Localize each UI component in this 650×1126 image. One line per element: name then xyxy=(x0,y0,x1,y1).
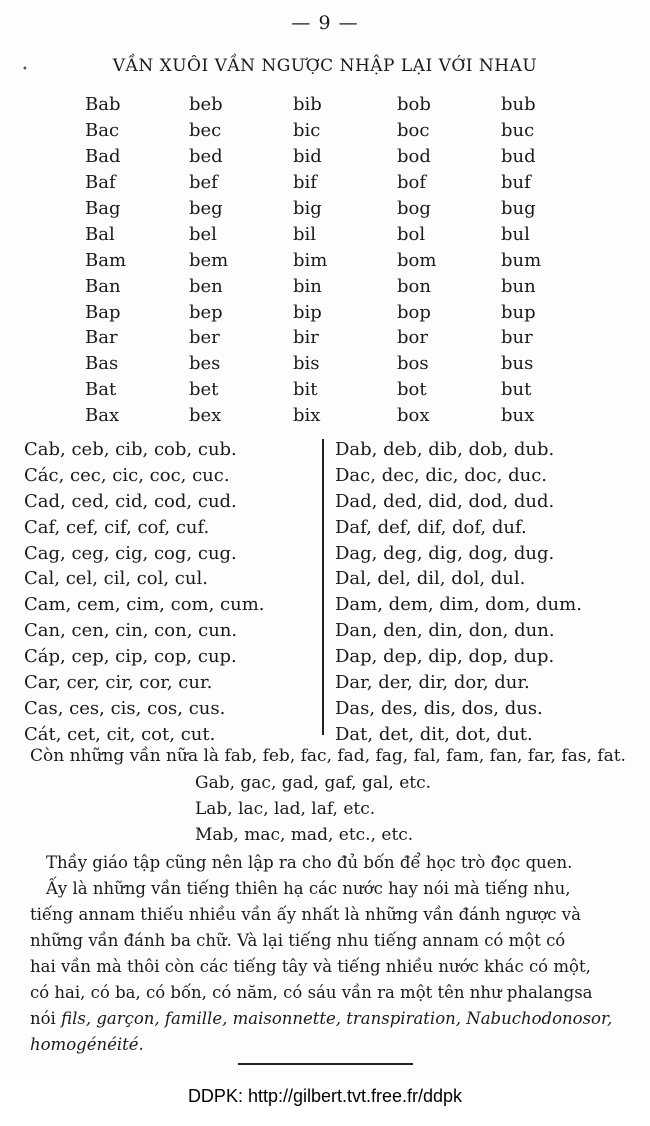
grid-row xyxy=(85,325,605,351)
grid-cell: bip xyxy=(293,301,322,323)
grid-cell: bes xyxy=(189,353,221,375)
grid-row xyxy=(85,170,605,196)
grid-cell: bop xyxy=(397,301,431,323)
grid-cell: buf xyxy=(501,172,531,194)
syllable-line: Các, cec, cic, coc, cuc. xyxy=(24,464,230,486)
grid-cell: Bar xyxy=(85,327,118,349)
grid-cell: buc xyxy=(501,120,535,142)
syllable-line: Cad, ced, cid, cod, cud. xyxy=(24,490,237,512)
grid-row xyxy=(85,196,605,222)
grid-cell: Bac xyxy=(85,120,120,142)
page-number: — 9 — xyxy=(291,12,359,34)
grid-row xyxy=(85,377,605,403)
paragraph-line: nói fils, garçon, famille, maisonnette, transpiration, Nabuchodonosor, xyxy=(30,1009,613,1028)
grid-cell: ber xyxy=(189,327,220,349)
grid-cell: but xyxy=(501,379,532,401)
syllable-line: Cas, ces, cis, cos, cus. xyxy=(24,697,226,719)
syllable-line: Caf, cef, cif, cof, cuf. xyxy=(24,516,210,538)
grid-cell: bux xyxy=(501,405,535,427)
sub-line-l: Lab, lac, lad, laf, etc. xyxy=(195,799,376,819)
grid-cell: bet xyxy=(189,379,219,401)
grid-cell: bin xyxy=(293,275,322,297)
sub-line-g: Gab, gac, gad, gaf, gal, etc. xyxy=(195,773,432,793)
syllable-line: Cag, ceg, cig, cog, cug. xyxy=(24,542,237,564)
grid-cell: Bab xyxy=(85,94,121,116)
sub-line-m: Mab, mac, mad, etc., etc. xyxy=(195,825,414,845)
syllable-line: Dal, del, dil, dol, dul. xyxy=(335,568,526,590)
grid-row xyxy=(85,299,605,325)
closing-rule xyxy=(238,1063,413,1065)
paragraph-line: những vần đánh ba chữ. Và lại tiếng nhu tiếng annam có một có xyxy=(30,931,566,950)
grid-cell: Bad xyxy=(85,146,121,168)
grid-cell: bom xyxy=(397,249,437,271)
column-divider xyxy=(322,439,324,735)
grid-cell: big xyxy=(293,198,322,219)
grid-cell: bum xyxy=(501,249,542,271)
italic-last-word: homogénéité. xyxy=(30,1035,144,1054)
grid-cell: bel xyxy=(189,223,217,245)
grid-cell: Bag xyxy=(85,198,121,219)
grid-cell: Baf xyxy=(85,172,116,194)
syllable-line: Can, cen, cin, con, cun. xyxy=(24,620,238,642)
syllable-line: Cáp, cep, cip, cop, cup. xyxy=(24,646,237,668)
grid-cell: bif xyxy=(293,172,317,194)
grid-cell: boc xyxy=(397,120,430,142)
syllable-line: Cát, cet, cit, cot, cut. xyxy=(24,723,216,745)
paragraph-line xyxy=(30,1032,620,1058)
paragraph-explanation xyxy=(30,876,620,1058)
grid-cell: box xyxy=(397,405,430,427)
grid-cell: bud xyxy=(501,146,536,168)
grid-cell: bug xyxy=(501,198,536,219)
grid-cell: bos xyxy=(397,353,429,375)
grid-cell: Bap xyxy=(85,301,121,323)
grid-cell: bex xyxy=(189,405,222,427)
paragraph-line: Ấy là những vần tiếng thiên hạ các nước hay nói mà tiếng nhu, xyxy=(46,879,571,898)
syllable-line: Car, cer, cir, cor, cur. xyxy=(24,672,213,694)
paragraph-line: tiếng annam thiếu nhiều vần ấy nhất là những vần đánh ngược và xyxy=(30,905,581,924)
syllable-line: Daf, def, dif, dof, duf. xyxy=(335,516,527,538)
grid-cell: bof xyxy=(397,172,427,194)
grid-cell: bim xyxy=(293,249,328,271)
grid-cell: bic xyxy=(293,120,321,142)
grid-cell: Bam xyxy=(85,249,127,271)
grid-cell: Ban xyxy=(85,275,121,297)
grid-row xyxy=(85,273,605,299)
syllable-line: Dac, dec, dic, doc, duc. xyxy=(335,464,547,486)
grid-cell: bog xyxy=(397,198,431,219)
paragraph-teacher-text: Thầy giáo tập cũng nên lập ra cho đủ bốn để học trò đọc quen. xyxy=(46,853,573,872)
grid-cell: ben xyxy=(189,275,223,297)
grid-cell: bun xyxy=(501,275,536,297)
grid-cell: bir xyxy=(293,327,319,349)
speck-mark: • xyxy=(22,64,28,75)
italic-examples: fils, garçon, famille, maisonnette, transpiration, Nabuchodonosor, xyxy=(61,1009,613,1028)
grid-cell: bup xyxy=(501,301,536,323)
syllable-line: Cab, ceb, cib, cob, cub. xyxy=(24,439,237,460)
grid-cell: bur xyxy=(501,327,533,349)
grid-row xyxy=(85,403,605,429)
grid-row xyxy=(85,247,605,273)
grid-row xyxy=(85,221,605,247)
grid-cell: bib xyxy=(293,94,322,116)
grid-cell: beb xyxy=(189,94,223,116)
grid-cell: Bat xyxy=(85,379,117,401)
syllable-line: Dag, deg, dig, dog, dug. xyxy=(335,542,555,564)
grid-cell: bec xyxy=(189,120,222,142)
grid-cell: bub xyxy=(501,94,536,116)
grid-row xyxy=(85,144,605,170)
source-footer: DDPK: http://gilbert.tvt.free.fr/ddpk xyxy=(187,1086,463,1106)
grid-cell: bep xyxy=(189,301,223,323)
grid-cell: bix xyxy=(293,405,321,427)
grid-cell: bus xyxy=(501,353,534,375)
grid-row xyxy=(85,92,605,118)
grid-cell: Bax xyxy=(85,405,120,427)
syllable-line: Dad, ded, did, dod, dud. xyxy=(335,490,555,512)
right-column xyxy=(335,437,635,748)
syllable-line: Dab, deb, dib, dob, dub. xyxy=(335,439,555,460)
paragraph-line: hai vần mà thôi còn các tiếng tây và tiếng nhiều nước khác có một, xyxy=(30,957,591,976)
syllable-line: Dan, den, din, don, dun. xyxy=(335,620,555,642)
grid-cell: Bas xyxy=(85,353,119,375)
paragraph-line: có hai, có ba, có bốn, có năm, có sáu vần ra một tên như phalangsa xyxy=(30,983,593,1002)
left-column xyxy=(24,437,324,748)
syllable-grid xyxy=(85,92,605,429)
syllable-line: Dar, der, dir, dor, dur. xyxy=(335,672,530,694)
grid-cell: bis xyxy=(293,353,320,375)
grid-cell: bem xyxy=(189,249,229,271)
grid-cell: bit xyxy=(293,379,318,401)
grid-cell: bed xyxy=(189,146,223,168)
grid-cell: bor xyxy=(397,327,428,349)
grid-cell: bil xyxy=(293,223,317,245)
grid-cell: bod xyxy=(397,146,431,168)
grid-cell: bul xyxy=(501,223,530,245)
syllable-line: Dap, dep, dip, dop, dup. xyxy=(335,646,555,668)
grid-cell: bid xyxy=(293,146,322,168)
grid-cell: bot xyxy=(397,379,427,401)
syllable-line: Das, des, dis, dos, dus. xyxy=(335,697,543,719)
page-title: VẦN XUÔI VẦN NGƯỢC NHẬP LẠI VỚI NHAU xyxy=(112,56,538,76)
paragraph-teacher xyxy=(30,850,620,876)
syllable-line: Cal, cel, cil, col, cul. xyxy=(24,568,208,590)
grid-row xyxy=(85,351,605,377)
grid-cell: bef xyxy=(189,172,218,194)
grid-cell: beg xyxy=(189,198,223,219)
grid-cell: bon xyxy=(397,275,431,297)
grid-cell: bol xyxy=(397,223,426,245)
grid-cell: Bal xyxy=(85,223,115,245)
syllable-line: Dat, det, dit, dot, dut. xyxy=(335,723,533,745)
syllable-line: Dam, dem, dim, dom, dum. xyxy=(335,594,582,616)
extra-syllables-line: Còn những vần nữa là fab, feb, fac, fad, fag, fal, fam, fan, far, fas, fat. xyxy=(30,746,626,766)
syllable-line: Cam, cem, cim, com, cum. xyxy=(24,594,265,616)
grid-cell: bob xyxy=(397,94,431,116)
grid-row xyxy=(85,118,605,144)
